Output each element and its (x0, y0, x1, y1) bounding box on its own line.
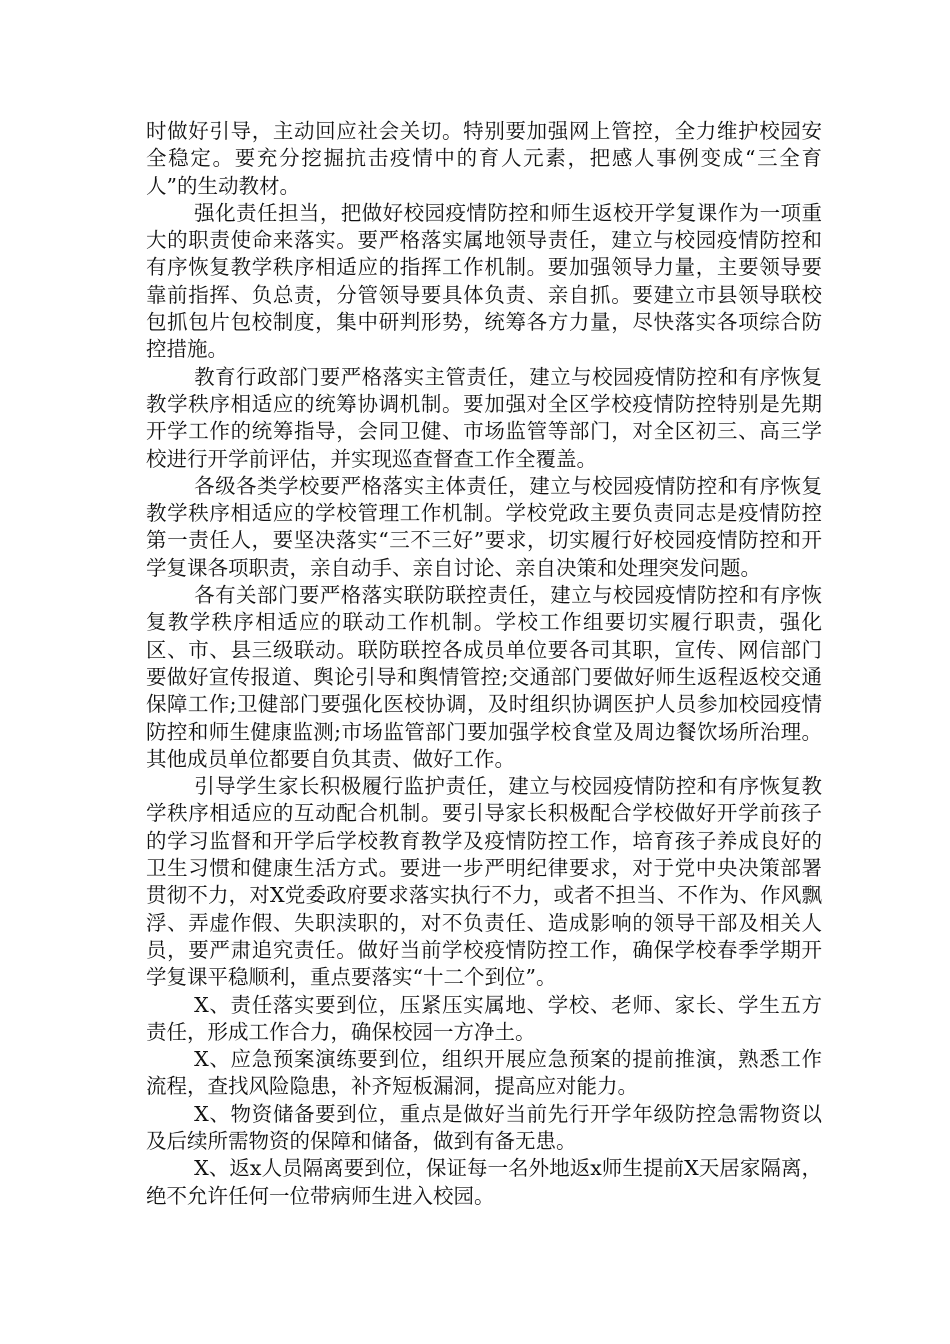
paragraph-9: X、物资储备要到位，重点是做好当前先行开学年级防控急需物资以及后续所需物资的保障和储备，做到有备无患。 (146, 1101, 822, 1153)
paragraph-2: 强化责任担当，把做好校园疫情防控和师生返校开学复课作为一项重大的职责使命来落实。要严格落实属地领导责任，建立与校园疫情防控和有序恢复教学秩序相适应的指挥工作机制。要加强领导力量，主要领导要靠前指挥、负总责，分管领导要具体负责、亲自抓。要建立市县领导联校包抓包片包校制度，集中研判形势，统筹各方力量，尽快落实各项综合防控措施。 (146, 200, 822, 362)
paragraph-8: X、应急预案演练要到位，组织开展应急预案的提前推演，熟悉工作流程，查找风险隐患，补齐短板漏洞，提高应对能力。 (146, 1047, 822, 1099)
paragraph-10: X、返x人员隔离要到位，保证每一名外地返x师生提前X天居家隔离，绝不允许任何一位带病师生进入校园。 (146, 1156, 822, 1208)
paragraph-7: X、责任落实要到位，压紧压实属地、学校、老师、家长、学生五方责任，形成工作合力，确保校园一方净土。 (146, 992, 822, 1044)
paragraph-5: 各有关部门要严格落实联防联控责任，建立与校园疫情防控和有序恢复教学秩序相适应的联动工作机制。学校工作组要切实履行职责，强化区、市、县三级联动。联防联控各成员单位要各司其职，宣传、网信部门要做好宣传报道、舆论引导和舆情管控;交通部门要做好师生返程返校交通保障工作;卫健部门要强化医校协调，及时组织协调医护人员参加校园疫情防控和师生健康监测;市场监管部门要加强学校食堂及周边餐饮场所治理。其他成员单位都要自负其责、做好工作。 (146, 583, 822, 771)
paragraph-1: 时做好引导，主动回应社会关切。特别要加强网上管控，全力维护校园安全稳定。要充分挖掘抗击疫情中的育人元素，把感人事例变成“三全育人”的生动教材。 (146, 119, 822, 198)
paragraph-6: 引导学生家长积极履行监护责任，建立与校园疫情防控和有序恢复教学秩序相适应的互动配合机制。要引导家长积极配合学校做好开学前孩子的学习监督和开学后学校教育教学及疫情防控工作，培育孩子养成良好的卫生习惯和健康生活方式。要进一步严明纪律要求，对于党中央决策部署贯彻不力，对X党委政府要求落实执行不力，或者不担当、不作为、作风飘浮、弄虚作假、失职渎职的，对不负责任、造成影响的领导干部及相关人员，要严肃追究责任。做好当前学校疫情防控工作，确保学校春季学期开学复课平稳顺利，重点要落实“十二个到位”。 (146, 774, 822, 990)
paragraph-4: 各级各类学校要严格落实主体责任，建立与校园疫情防控和有序恢复教学秩序相适应的学校管理工作机制。学校党政主要负责同志是疫情防控第一责任人，要坚决落实“三不三好”要求，切实履行好校园疫情防控和开学复课各项职责，亲自动手、亲自讨论、亲自决策和处理突发问题。 (146, 473, 822, 580)
document-body (146, 118, 822, 1210)
paragraph-3: 教育行政部门要严格落实主管责任，建立与校园疫情防控和有序恢复教学秩序相适应的统筹协调机制。要加强对全区学校疫情防控特别是先期开学工作的统筹指导，会同卫健、市场监管等部门，对全区初三、高三学校进行开学前评估，并实现巡查督查工作全覆盖。 (146, 364, 822, 471)
